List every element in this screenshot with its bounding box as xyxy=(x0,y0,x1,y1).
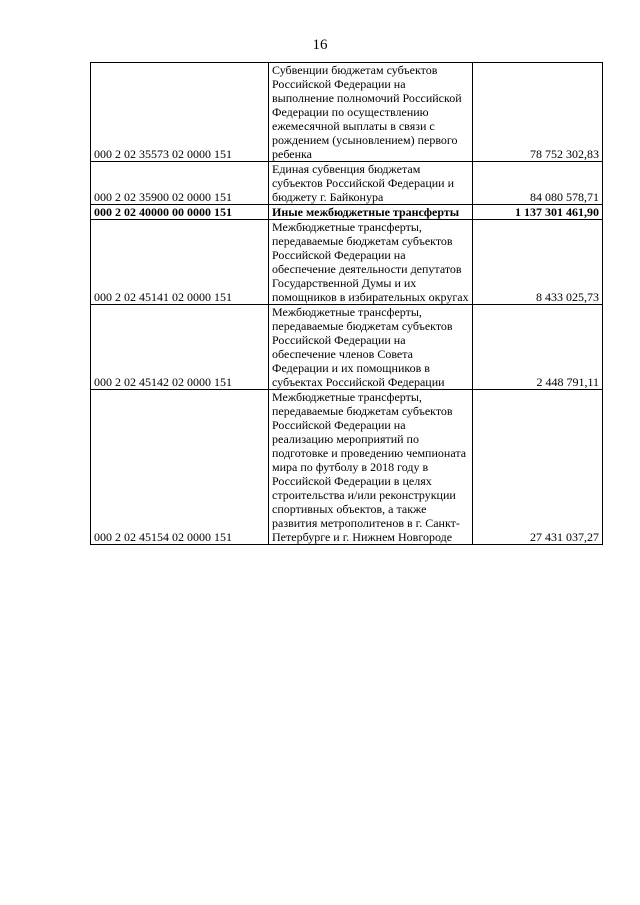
table-row xyxy=(91,305,603,390)
revenue-item-name: Межбюджетные трансферты, передаваемые бюджетам субъектов Российской Федерации на обеспечение членов Совета Федерации и их помощников в субъектах Российской Федерации xyxy=(269,305,473,390)
budget-classification-code: 000 2 02 45142 02 0000 151 xyxy=(91,305,269,390)
budget-classification-code: 000 2 02 35900 02 0000 151 xyxy=(91,162,269,205)
table-row xyxy=(91,162,603,205)
revenue-amount: 1 137 301 461,90 xyxy=(473,205,603,220)
budget-classification-code: 000 2 02 45141 02 0000 151 xyxy=(91,220,269,305)
table-row xyxy=(91,390,603,545)
revenue-item-name: Субвенции бюджетам субъектов Российской Федерации на выполнение полномочий Российской Федерации по осуществлению ежемесячной выплаты в связи с рождением (усыновлением) первого ребенка xyxy=(269,63,473,162)
budget-classification-code: 000 2 02 40000 00 0000 151 xyxy=(91,205,269,220)
budget-classification-code: 000 2 02 35573 02 0000 151 xyxy=(91,63,269,162)
revenue-amount: 27 431 037,27 xyxy=(473,390,603,545)
table-row xyxy=(91,220,603,305)
revenue-amount: 2 448 791,11 xyxy=(473,305,603,390)
revenue-item-name: Межбюджетные трансферты, передаваемые бюджетам субъектов Российской Федерации на реализацию мероприятий по подготовке и проведению чемпионата мира по футболу в 2018 году в Российской Федерации в целях строительства и/или реконструкции спортивных объектов, а также развития метрополитенов в г. Санкт-Петербурге и г. Нижнем Новгороде xyxy=(269,390,473,545)
page-number: 16 xyxy=(312,37,328,53)
revenue-item-name: Единая субвенция бюджетам субъектов Российской Федерации и бюджету г. Байконура xyxy=(269,162,473,205)
revenue-amount: 8 433 025,73 xyxy=(473,220,603,305)
revenue-item-name: Межбюджетные трансферты, передаваемые бюджетам субъектов Российской Федерации на обеспечение деятельности депутатов Государственной Думы и их помощников в избирательных округах xyxy=(269,220,473,305)
table-row xyxy=(91,63,603,162)
budget-classification-code: 000 2 02 45154 02 0000 151 xyxy=(91,390,269,545)
revenue-item-name: Иные межбюджетные трансферты xyxy=(269,205,473,220)
revenue-amount: 84 080 578,71 xyxy=(473,162,603,205)
table-row-subtotal xyxy=(91,205,603,220)
budget-revenue-table xyxy=(90,62,603,545)
revenue-amount: 78 752 302,83 xyxy=(473,63,603,162)
